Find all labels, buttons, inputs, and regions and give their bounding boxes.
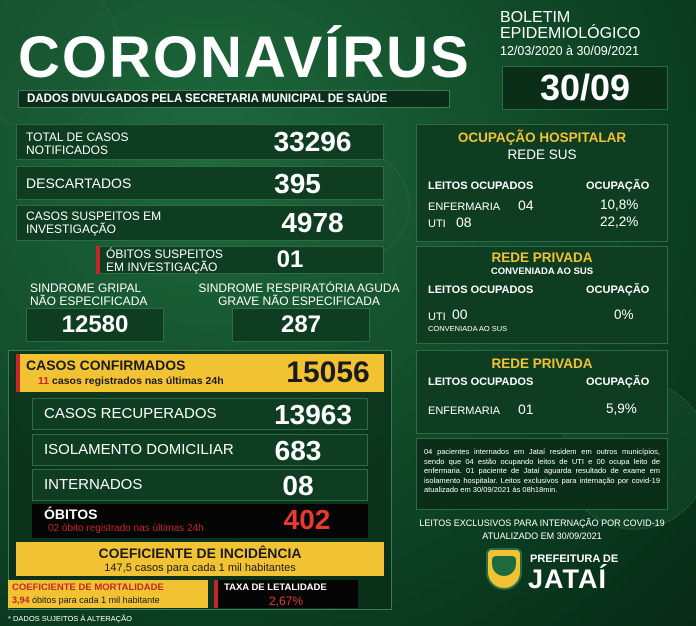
- srag-value: 287: [232, 308, 370, 342]
- rede-privada-sus-row-note: CONVENIADA AO SUS: [428, 324, 508, 333]
- mortalidade-label: COEFICIENTE DE MORTALIDADE: [12, 582, 164, 593]
- boletim-line2: EPIDEMIOLÓGICO: [500, 25, 641, 42]
- ocupacao-sus-col1: LEITOS OCUPADOS: [428, 180, 534, 192]
- logo-line2: JATAÍ: [528, 564, 607, 594]
- suspeitos-value: 4978: [281, 207, 344, 238]
- ocupacao-sus-title: OCUPAÇÃO HOSPITALAR: [457, 130, 627, 145]
- ocupacao-sus-row1-pct: 10,8%: [600, 197, 639, 212]
- rede-privada-sus-title: REDE PRIVADA: [491, 250, 593, 265]
- confirmados-value: 15056: [286, 356, 370, 389]
- mortalidade-text: óbitos para cada 1 mil habitante: [32, 595, 160, 605]
- obitos-label: ÓBITOS: [44, 506, 98, 522]
- letalidade-value: 2,67%: [268, 594, 304, 608]
- obitos-value: 402: [283, 504, 331, 535]
- recuperados-value: 13963: [274, 399, 352, 430]
- rede-privada-row-pct: 5,9%: [606, 401, 637, 416]
- ocupacao-sus-row1-value: 04: [518, 197, 534, 213]
- page-title: CORONAVÍRUS: [18, 25, 471, 90]
- boletim-period: 12/03/2020 à 30/09/2021: [500, 44, 640, 58]
- incidencia-label: COEFICIENTE DE INCIDÊNCIA: [98, 545, 302, 561]
- rede-privada-sus-row-pct: 0%: [614, 307, 634, 322]
- leitos-line2: ATUALIZADO EM 30/09/2021: [482, 531, 602, 541]
- footnote: * DADOS SUJEITOS À ALTERAÇÃO: [8, 614, 132, 623]
- total-notificados-label: TOTAL DE CASOS NOTIFICADOS: [26, 130, 129, 157]
- isolamento-value: 683: [274, 435, 322, 466]
- confirmados-note-count: 11: [38, 375, 50, 387]
- mortalidade-value: 3,94: [12, 595, 30, 605]
- confirmados-note-text: casos registrados nas últimas 24h: [52, 375, 224, 387]
- sindrome-gripal-value: 12580: [26, 308, 164, 342]
- rede-privada-row-value: 01: [518, 401, 534, 417]
- rede-privada-sus-row-label: UTI: [428, 311, 446, 323]
- obitos-suspeitos-value: 01: [276, 246, 304, 273]
- rede-privada-col1: LEITOS OCUPADOS: [428, 376, 534, 388]
- boletim-line1: BOLETIM: [500, 9, 571, 26]
- mortalidade-note: [12, 595, 160, 605]
- descartados-label: DESCARTADOS: [26, 175, 132, 191]
- letalidade-label: TAXA DE LETALIDADE: [224, 582, 327, 593]
- confirmados-label: CASOS CONFIRMADOS: [26, 357, 186, 373]
- subtitle-banner: DADOS DIVULGADOS PELA SECRETARIA MUNICIPAL DE SAÚDE: [18, 90, 450, 108]
- rede-privada-sus-row-value: 00: [452, 306, 468, 322]
- rede-privada-col2: OCUPAÇÃO: [586, 376, 650, 388]
- sindrome-gripal-label: SINDROME GRIPAL NÃO ESPECIFICADA: [30, 281, 148, 308]
- nota-text: 04 pacientes internados em Jataí residem em outros municípios, sendo que 04 estão ocupando leitos de UTI e 00 ocupa leito de enfermaria. 01 paciente de Jataí aguarda resultado de exame em isolamento hospitalar. Leitos exclusivos para internação por covid-19 atualizado em 30/09/2021 às 08h18min.: [424, 447, 660, 494]
- recuperados-label: CASOS RECUPERADOS: [44, 405, 217, 422]
- leitos-line1: LEITOS EXCLUSIVOS PARA INTERNAÇÃO POR COVID-19: [419, 518, 665, 528]
- red-accent: [96, 246, 100, 274]
- ocupacao-sus-subtitle: REDE SUS: [507, 147, 577, 162]
- incidencia-note: 147,5 casos para cada 1 mil habitantes: [104, 562, 296, 574]
- red-accent: [16, 354, 20, 392]
- srag-label: SINDROME RESPIRATÓRIA AGUDA GRAVE NÃO ESPECIFICADA: [198, 281, 400, 308]
- internados-value: 08: [282, 470, 314, 501]
- rede-privada-sus-col2: OCUPAÇÃO: [586, 284, 650, 296]
- rede-privada-sus-subtitle: CONVENIADA AO SUS: [490, 266, 594, 277]
- obitos-note: 02 óbito registrado nas últimas 24h: [48, 523, 204, 534]
- total-notificados-value: 33296: [273, 126, 352, 157]
- ocupacao-sus-row2-label: UTI: [428, 218, 446, 230]
- isolamento-label: ISOLAMENTO DOMICILIAR: [44, 441, 234, 458]
- internados-label: INTERNADOS: [44, 476, 143, 493]
- ocupacao-sus-row2-value: 08: [456, 214, 472, 230]
- rede-privada-title: REDE PRIVADA: [491, 356, 593, 371]
- bulletin-date: 30/09: [502, 66, 668, 110]
- suspeitos-label: CASOS SUSPEITOS EM INVESTIGAÇÃO: [26, 209, 162, 236]
- ocupacao-sus-row1-label: ENFERMARIA: [428, 201, 501, 213]
- ocupacao-sus-row2-pct: 22,2%: [600, 214, 639, 229]
- obitos-suspeitos-label: ÓBITOS SUSPEITOS EM INVESTIGAÇÃO: [106, 247, 223, 274]
- logo-line1: PREFEITURA DE: [530, 553, 619, 565]
- rede-privada-row-label: ENFERMARIA: [428, 405, 501, 417]
- ocupacao-sus-col2: OCUPAÇÃO: [586, 180, 650, 192]
- descartados-value: 395: [274, 168, 321, 199]
- rede-privada-sus-col1: LEITOS OCUPADOS: [428, 284, 534, 296]
- confirmados-note: [38, 375, 224, 387]
